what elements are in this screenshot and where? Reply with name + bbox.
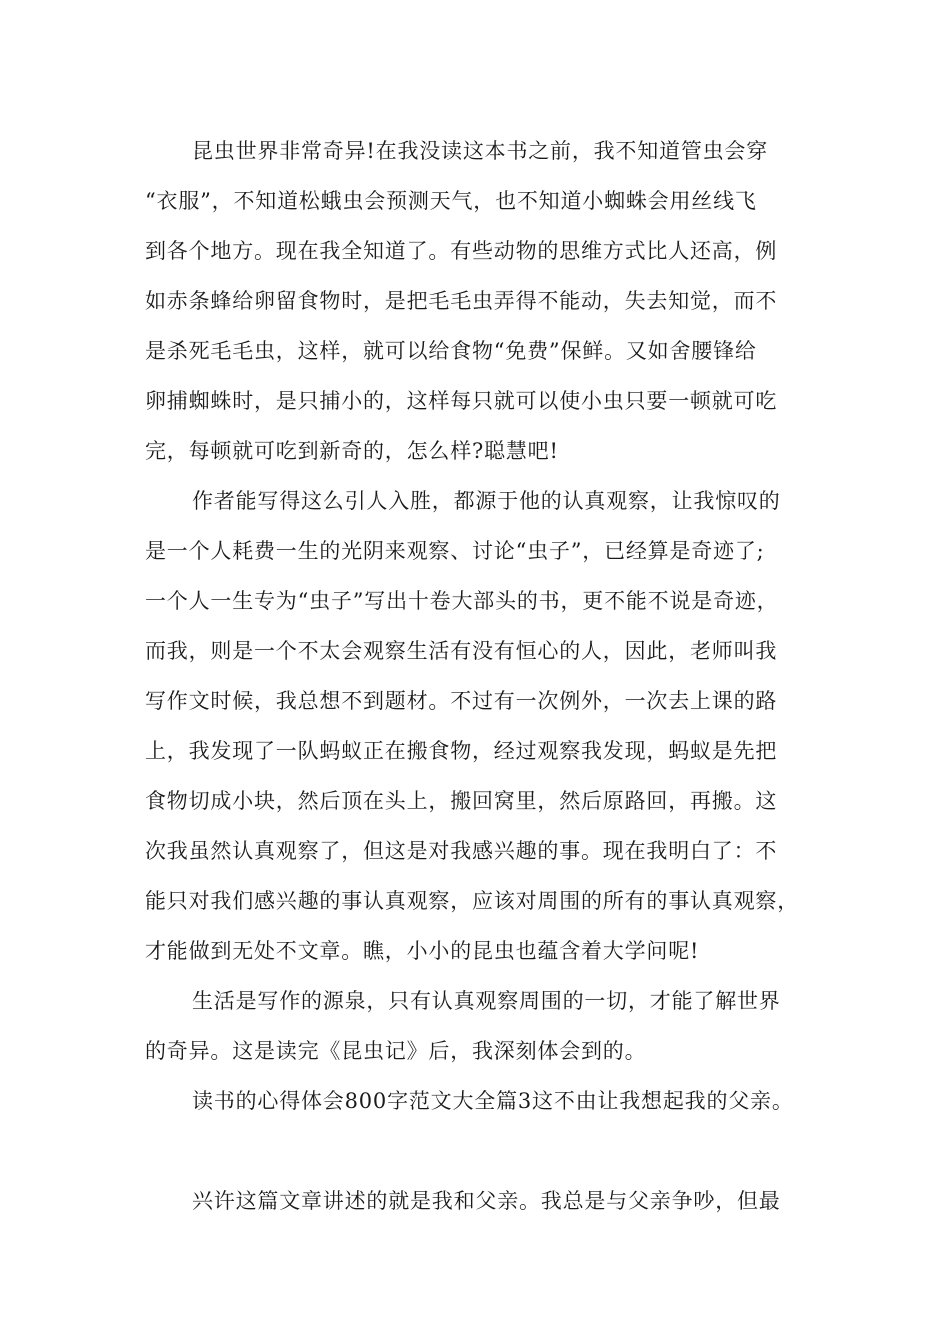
paragraph-line: 昆虫世界非常奇异!在我没读这本书之前，我不知道管虫会穿 xyxy=(192,139,769,163)
paragraph-line: “衣服”，不知道松蛾虫会预测天气，也不知道小蜘蛛会用丝线飞 xyxy=(145,189,757,213)
paragraph-line: 读书的心得体会800字范文大全篇3这不由让我想起我的父亲。 xyxy=(192,1089,794,1113)
paragraph-line: 上，我发现了一队蚂蚁正在搬食物，经过观察我发现，蚂蚁是先把 xyxy=(145,739,778,763)
paragraph-line: 次我虽然认真观察了，但这是对我感兴趣的事。现在我明白了：不 xyxy=(145,839,778,863)
paragraph-line: 才能做到无处不文章。瞧，小小的昆虫也蕴含着大学问呢! xyxy=(145,939,700,963)
paragraph-line: 的奇异。这是读完《昆虫记》后，我深刻体会到的。 xyxy=(145,1039,647,1063)
paragraph-line: 到各个地方。现在我全知道了。有些动物的思维方式比人还高，例 xyxy=(145,239,778,263)
paragraph-line: 兴许这篇文章讲述的就是我和父亲。我总是与父亲争吵，但最 xyxy=(192,1189,781,1213)
paragraph-line: 能只对我们感兴趣的事认真观察，应该对周围的所有的事认真观察， xyxy=(145,889,799,913)
paragraph-line: 完，每顿就可吃到新奇的，怎么样?聪慧吧! xyxy=(145,439,559,463)
paragraph-line: 是一个人耗费一生的光阴来观察、讨论“虫子”，已经算是奇迹了; xyxy=(145,539,765,563)
paragraph-line: 而我，则是一个不太会观察生活有没有恒心的人，因此，老师叫我 xyxy=(145,639,778,663)
paragraph-line: 生活是写作的源泉，只有认真观察周围的一切，才能了解世界 xyxy=(192,989,781,1013)
paragraph-line: 是杀死毛毛虫，这样，就可以给食物“免费”保鲜。又如舍腰锋给 xyxy=(145,339,757,363)
paragraph-line: 写作文时候，我总想不到题材。不过有一次例外，一次去上课的路 xyxy=(145,689,778,713)
paragraph-line: 作者能写得这么引人入胜，都源于他的认真观察，让我惊叹的 xyxy=(192,489,781,513)
paragraph-line: 卵捕蜘蛛时，是只捕小的，这样每只就可以使小虫只要一顿就可吃 xyxy=(145,389,778,413)
paragraph-line: 一个人一生专为“虫子”写出十卷大部头的书，更不能不说是奇迹， xyxy=(145,589,779,613)
paragraph-line: 食物切成小块，然后顶在头上，搬回窝里，然后原路回，再搬。这 xyxy=(145,789,778,813)
paragraph-line: 如赤条蜂给卵留食物时，是把毛毛虫弄得不能动，失去知觉，而不 xyxy=(145,289,778,313)
